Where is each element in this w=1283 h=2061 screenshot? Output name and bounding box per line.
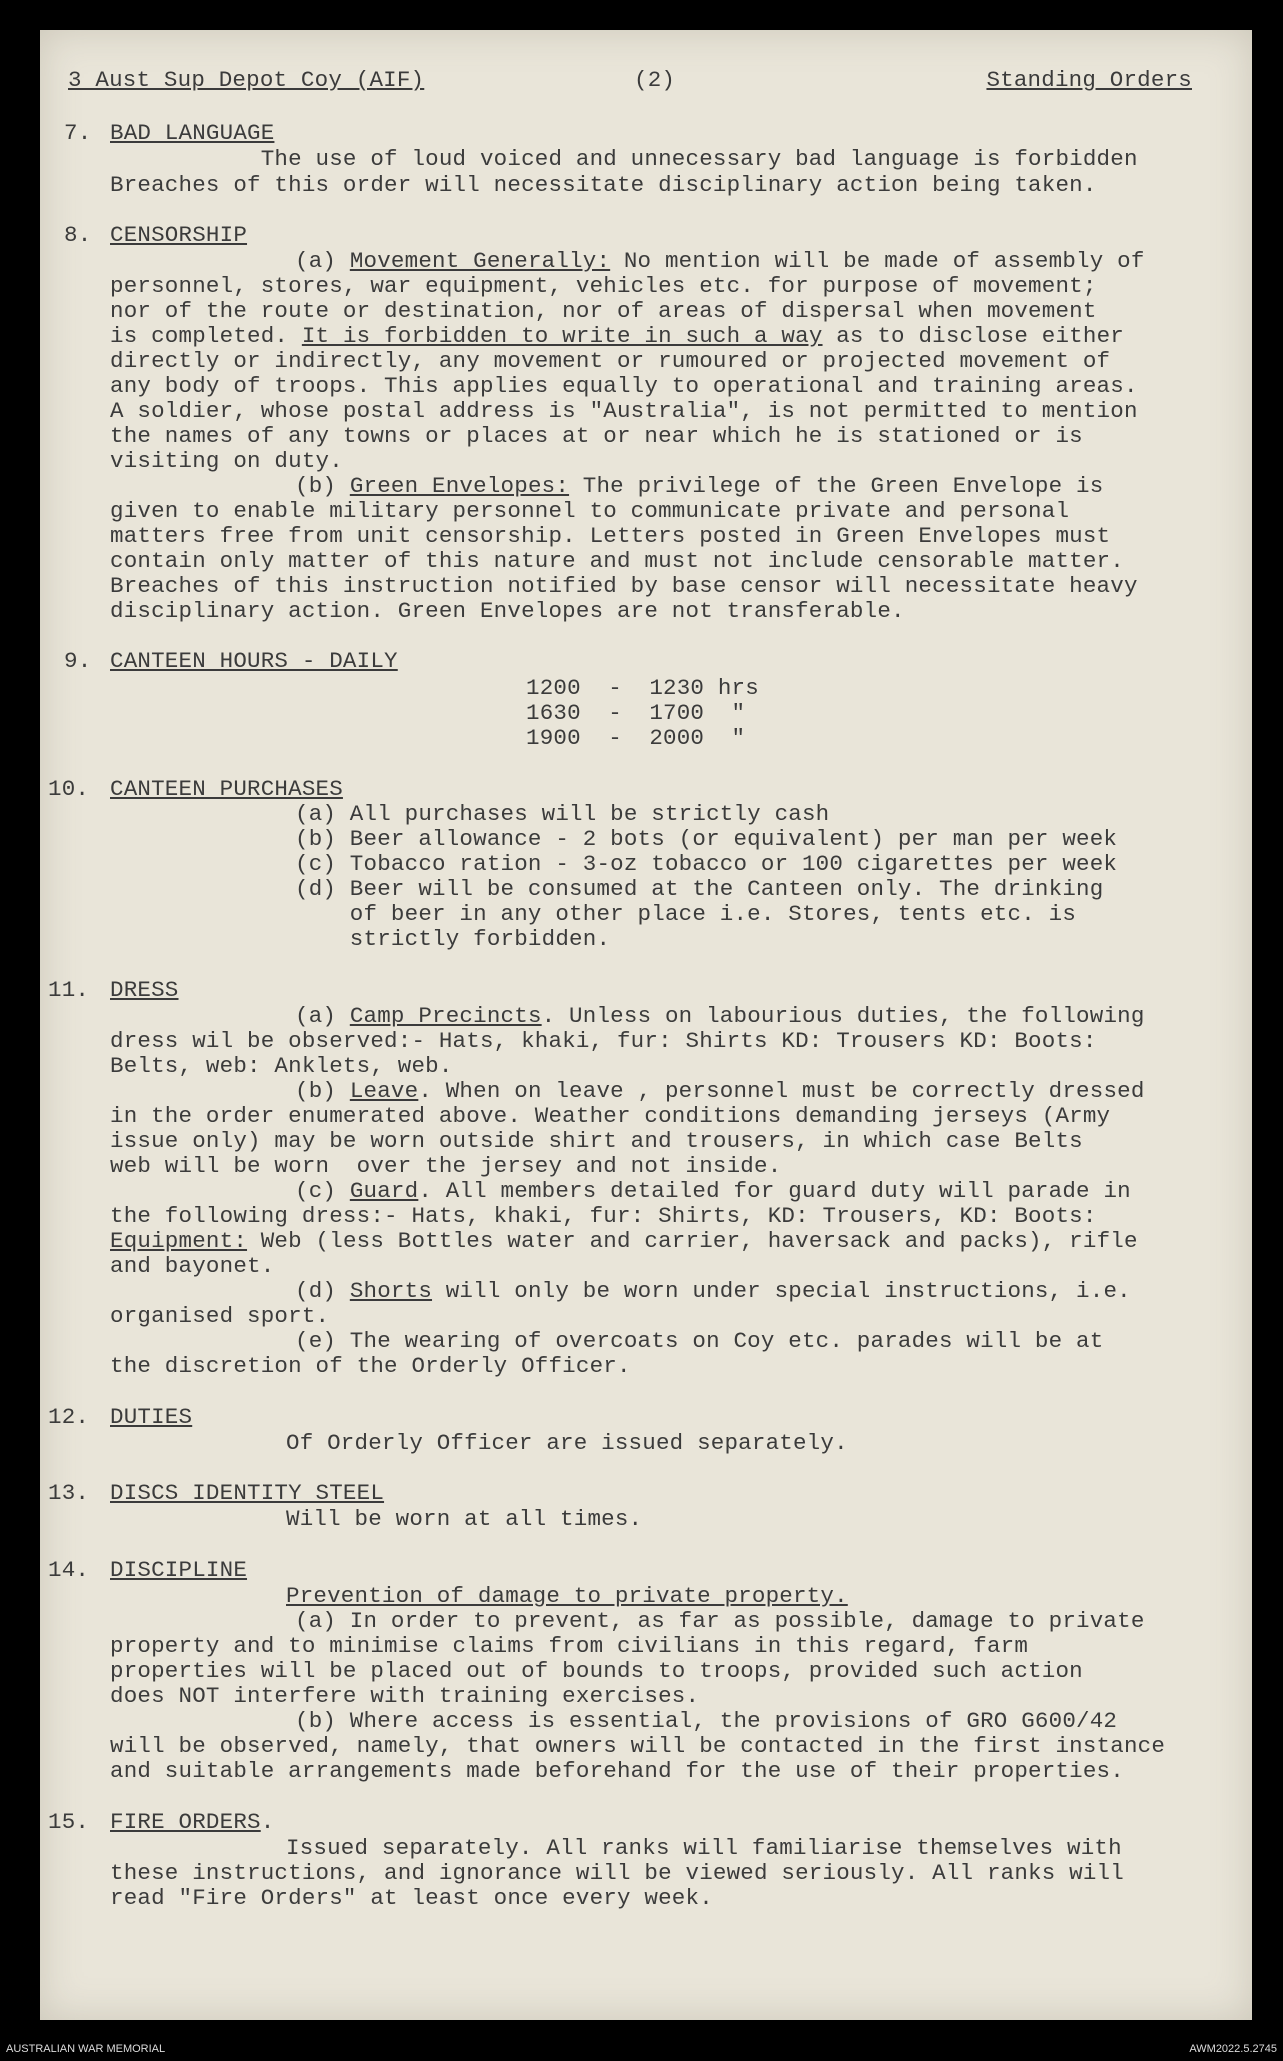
paragraph-line: these instructions, and ignorance will be viewed seriously. All ranks will: [110, 1860, 1124, 1886]
section-number: 11.: [48, 977, 90, 1003]
paragraph-line: Belts, web: Anklets, web.: [110, 1053, 453, 1079]
paragraph-line: and suitable arrangements made beforehand for the use of their properties.: [110, 1758, 1124, 1784]
list-item: (d) Beer will be consumed at the Canteen only. The drinking: [295, 876, 1104, 902]
subheading: Shorts: [349, 1278, 433, 1304]
paragraph-line: (b) Where access is essential, the provisions of GRO G600/42: [295, 1708, 1118, 1734]
canteen-hours-row: 1900 - 2000 ": [526, 725, 746, 751]
paragraph-line: will be observed, namely, that owners will be contacted in the first instance: [110, 1733, 1166, 1759]
paragraph-line: visiting on duty.: [110, 448, 343, 474]
page-header: [68, 68, 1192, 98]
paragraph-line: in the order enumerated above. Weather conditions demanding jerseys (Army: [110, 1103, 1111, 1129]
subheading: Equipment:: [110, 1228, 248, 1254]
subheading: Leave: [349, 1078, 419, 1104]
paragraph-line: properties will be placed out of bounds to troops, provided such action: [110, 1658, 1083, 1684]
section-number: 7.: [64, 120, 92, 146]
list-item: (b) Beer allowance - 2 bots (or equivalent) per man per week: [295, 826, 1118, 852]
standing-orders-text: [40, 30, 1252, 2020]
section-number: 15.: [48, 1809, 90, 1835]
archive-credit: AUSTRALIAN WAR MEMORIAL: [6, 2043, 166, 2055]
paragraph-line: property and to minimise claims from civilians in this regard, farm: [110, 1633, 1029, 1659]
paragraph-line: given to enable military personnel to communicate private and personal: [110, 498, 1070, 524]
subheading: Green Envelopes:: [349, 473, 570, 499]
subheading: Guard: [349, 1178, 419, 1204]
section-number: 13.: [48, 1480, 90, 1506]
section-title-line: FIRE ORDERS.: [110, 1809, 275, 1835]
paragraph-line: Breaches of this order will necessitate disciplinary action being taken.: [110, 172, 1097, 198]
paragraph-line: Breaches of this instruction notified by base censor will necessitate heavy: [110, 573, 1138, 599]
paragraph-line: Of Orderly Officer are issued separately.: [286, 1430, 848, 1456]
section-title: DUTIES: [110, 1404, 193, 1430]
section-title: DISCIPLINE: [110, 1557, 248, 1583]
paragraph-line: (a) Camp Precincts. Unless on labourious duties, the following: [295, 1003, 1145, 1029]
section-title: CENSORSHIP: [110, 222, 248, 248]
paragraph-line: dress wil be observed:- Hats, khaki, fur: Shirts KD: Trousers KD: Boots:: [110, 1028, 1097, 1054]
paragraph-line: Equipment: Web (less Bottles water and carrier, haversack and packs), rifle: [110, 1228, 1138, 1254]
section-number: 8.: [64, 222, 92, 248]
paragraph-line: web will be worn over the jersey and not inside.: [110, 1153, 782, 1179]
list-item: strictly forbidden.: [295, 926, 611, 952]
list-item: of beer in any other place i.e. Stores, tents etc. is: [295, 901, 1077, 927]
paragraph-line: the discretion of the Orderly Officer.: [110, 1353, 631, 1379]
paragraph-line: (e) The wearing of overcoats on Coy etc. parades will be at: [295, 1328, 1104, 1354]
paragraph-line: matters free from unit censorship. Letters posted in Green Envelopes must: [110, 523, 1111, 549]
paragraph-line: the following dress:- Hats, khaki, fur: Shirts, KD: Trousers, KD: Boots:: [110, 1203, 1097, 1229]
section-title: DRESS: [110, 977, 179, 1003]
section-number: 14.: [48, 1557, 90, 1583]
section-title: CANTEEN PURCHASES: [110, 776, 343, 802]
document-title: Standing Orders: [986, 67, 1192, 93]
paragraph-line: the names of any towns or places at or near which he is stationed or is: [110, 423, 1083, 449]
archive-reference: AWM2022.5.2745: [1189, 2043, 1277, 2055]
paragraph-line: nor of the route or destination, nor of areas of dispersal when movement: [110, 298, 1097, 324]
paragraph-line: read "Fire Orders" at least once every week.: [110, 1885, 713, 1911]
section-title: CANTEEN HOURS - DAILY: [110, 648, 398, 674]
list-item: (a) All purchases will be strictly cash: [295, 801, 830, 827]
paragraph-line: (b) Leave. When on leave , personnel must be correctly dressed: [295, 1078, 1145, 1104]
paragraph-line: issue only) may be worn outside shirt and trousers, in which case Belts: [110, 1128, 1083, 1154]
paragraph-line: (a) Movement Generally: No mention will be made of assembly of: [295, 248, 1145, 274]
subheading: Camp Precincts: [349, 1003, 542, 1029]
paragraph-line: Will be worn at all times.: [286, 1506, 643, 1532]
section-title: DISCS IDENTITY STEEL: [110, 1480, 385, 1506]
section-number: 10.: [48, 776, 90, 802]
paragraph-line: (a) In order to prevent, as far as possible, damage to private: [295, 1608, 1145, 1634]
section-title: BAD LANGUAGE: [110, 120, 275, 146]
section-number: 12.: [48, 1404, 90, 1430]
canteen-hours-row: 1200 - 1230 hrs: [526, 675, 759, 701]
paragraph-line: disciplinary action. Green Envelopes are not transferable.: [110, 598, 905, 624]
document-page: [40, 30, 1252, 2020]
subheading: Prevention of damage to private property.: [286, 1583, 848, 1609]
section-title: FIRE ORDERS: [110, 1809, 261, 1835]
paragraph-line: personnel, stores, war equipment, vehicles etc. for purpose of movement;: [110, 273, 1097, 299]
paragraph-line: organised sport.: [110, 1303, 330, 1329]
paragraph-line: and bayonet.: [110, 1253, 275, 1279]
paragraph-line: does NOT interfere with training exercises.: [110, 1683, 700, 1709]
paragraph-line: any body of troops. This applies equally to operational and training areas.: [110, 373, 1138, 399]
unit-name: 3 Aust Sup Depot Coy (AIF): [68, 67, 425, 93]
paragraph-line: directly or indirectly, any movement or rumoured or projected movement of: [110, 348, 1111, 374]
list-item: (c) Tobacco ration - 3-oz tobacco or 100 cigarettes per week: [295, 851, 1118, 877]
page-number: (2): [634, 67, 676, 93]
subheading: Movement Generally:: [349, 248, 611, 274]
paragraph-line: (b) Green Envelopes: The privilege of the Green Envelope is: [295, 473, 1104, 499]
section-number: 9.: [64, 648, 92, 674]
paragraph-line: A soldier, whose postal address is "Australia", is not permitted to mention: [110, 398, 1138, 424]
paragraph-line: is completed. It is forbidden to write in such a way as to disclose either: [110, 323, 1124, 349]
canteen-hours-row: 1630 - 1700 ": [526, 700, 746, 726]
paragraph-line: contain only matter of this nature and must not include censorable matter.: [110, 548, 1124, 574]
emphasis: It is forbidden to write in such a way: [301, 323, 823, 349]
paragraph-line: Issued separately. All ranks will familiarise themselves with: [286, 1835, 1122, 1861]
paragraph-line: (c) Guard. All members detailed for guard duty will parade in: [295, 1178, 1131, 1204]
paragraph-line: (d) Shorts will only be worn under special instructions, i.e.: [295, 1278, 1131, 1304]
paragraph-line: The use of loud voiced and unnecessary bad language is forbidden: [110, 146, 1138, 172]
